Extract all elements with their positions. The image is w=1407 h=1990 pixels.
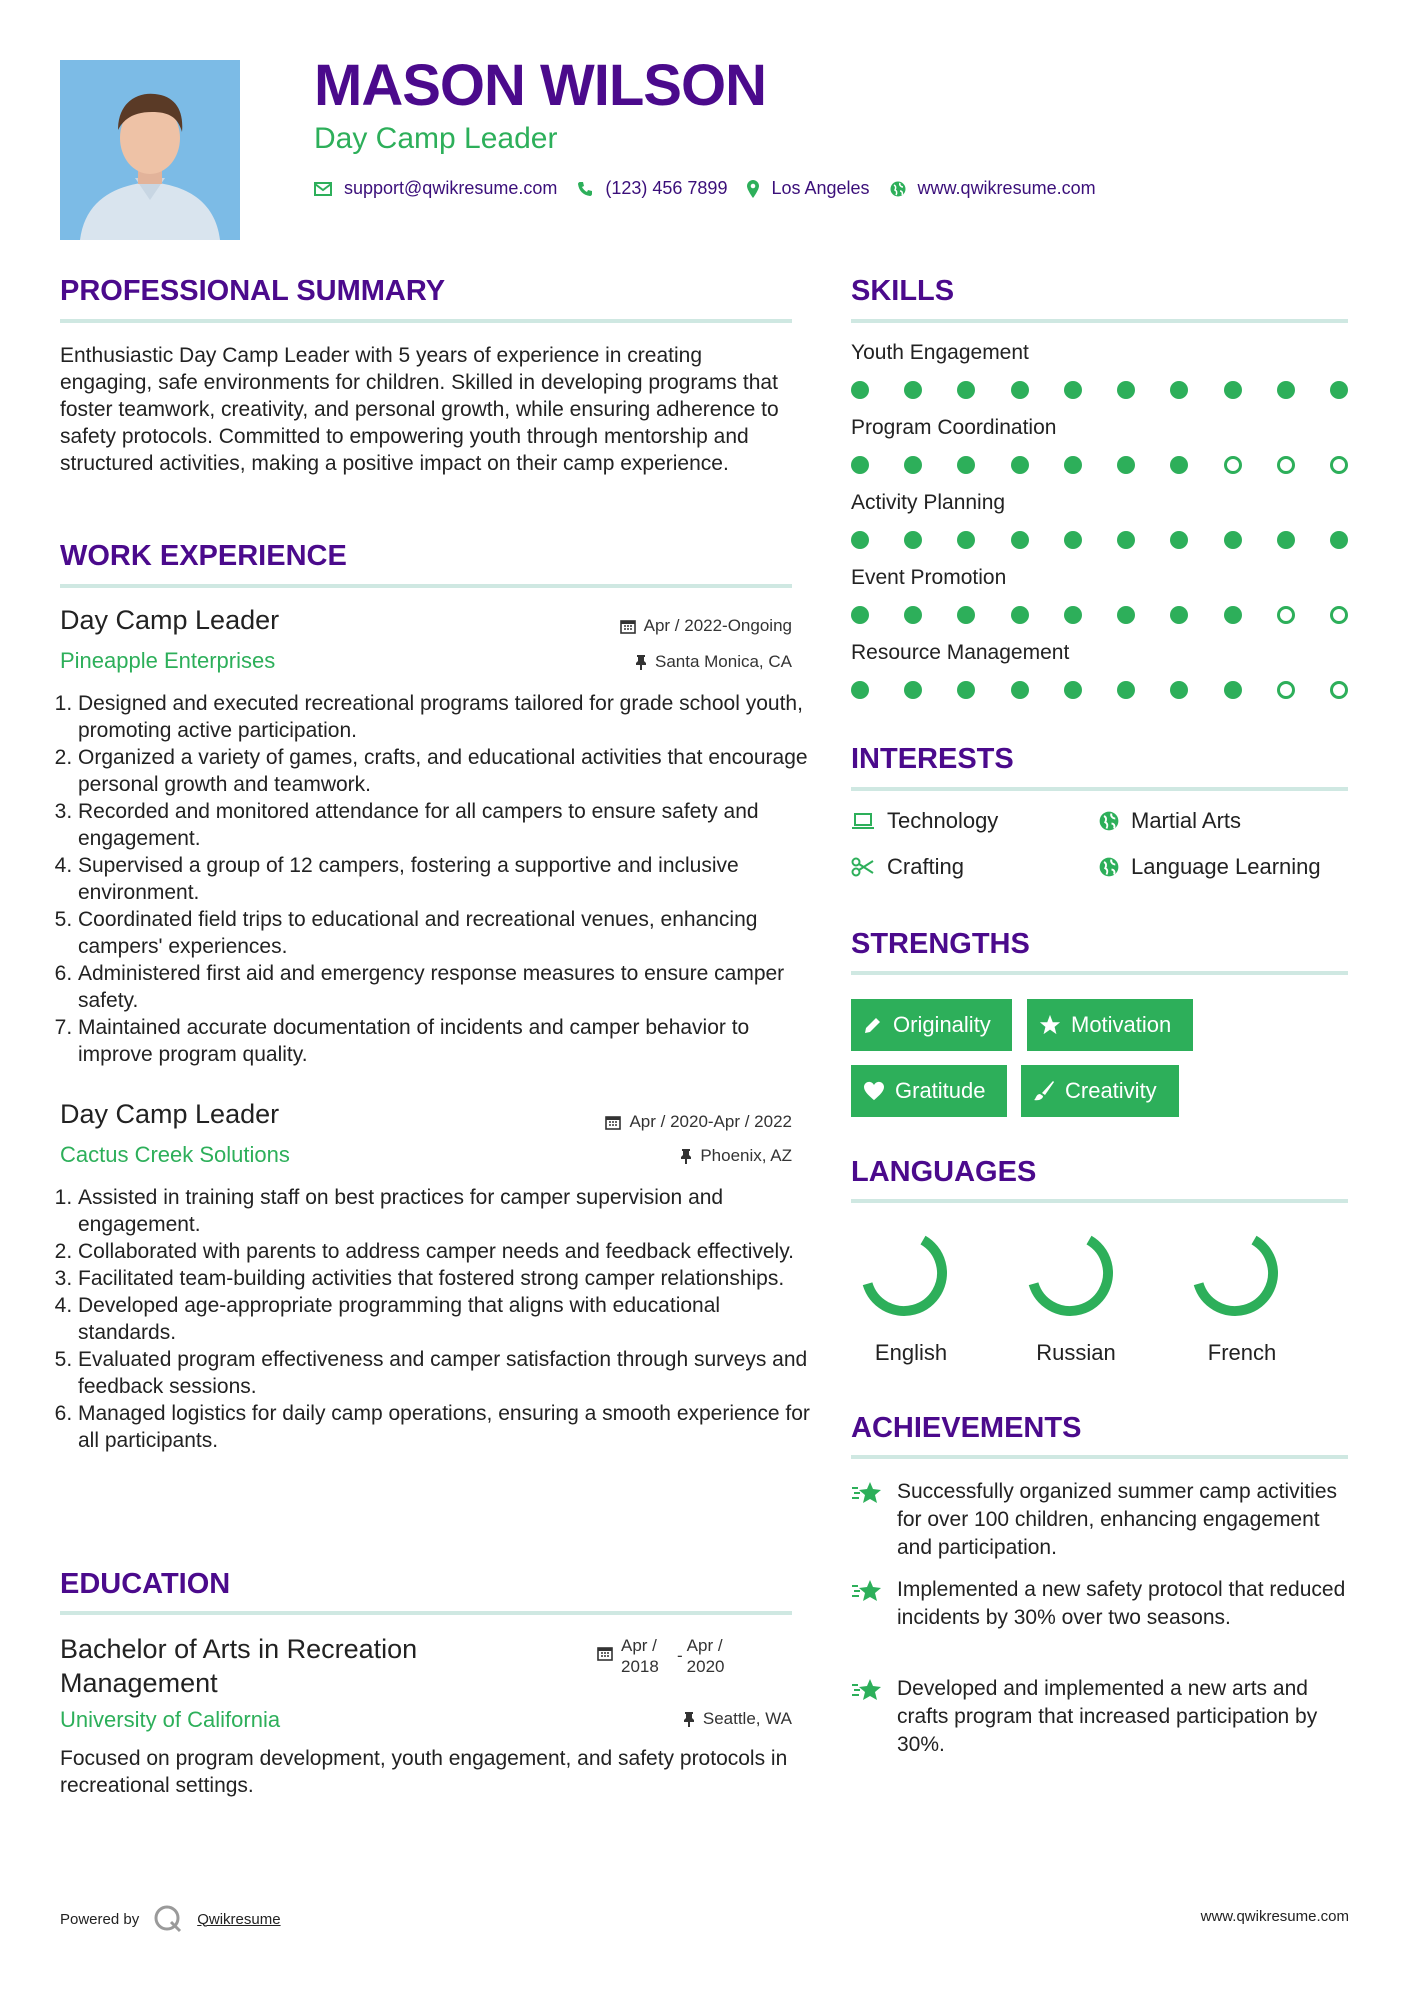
brush-icon: [1033, 1080, 1055, 1102]
language-ring: [859, 1228, 949, 1318]
experience-heading: WORK EXPERIENCE: [60, 540, 347, 572]
skill-dot-filled: [1117, 606, 1135, 624]
list-item: 5. Coordinated field trips to educational and recreational venues, enhancing campers' experiences.: [78, 906, 810, 960]
skill-dot-filled: [957, 681, 975, 699]
contact-email[interactable]: [314, 178, 557, 199]
skill-dot-filled: [1064, 606, 1082, 624]
skill-dot-filled: [1117, 381, 1135, 399]
interest-label: Technology: [887, 808, 999, 833]
strengths-divider: [851, 971, 1348, 975]
interest-item: [851, 854, 964, 880]
skill-dot-filled: [904, 381, 922, 399]
job-2-location: [392, 1146, 792, 1166]
list-item: 4. Developed age-appropriate programming that aligns with educational standards.: [78, 1292, 810, 1346]
achievement-text: Implemented a new safety protocol that reduced incidents by 30% over two seasons.: [897, 1578, 1346, 1629]
powered-by-text: Powered by: [60, 1910, 140, 1928]
list-item: 3. Facilitated team-building activities that fostered strong camper relationships.: [78, 1265, 810, 1292]
language-ring: [1190, 1228, 1280, 1318]
skill-dot-empty: [1224, 456, 1242, 474]
footer-powered-by: [60, 1904, 281, 1934]
skill-dot-filled: [1170, 681, 1188, 699]
skill-dot-filled: [1170, 456, 1188, 474]
job-2-location-text: Phoenix, AZ: [700, 1146, 792, 1165]
education-heading: EDUCATION: [60, 1568, 231, 1600]
interest-label: Martial Arts: [1131, 808, 1242, 833]
strength-label: Originality: [893, 1012, 991, 1037]
skill-dot-filled: [1277, 531, 1295, 549]
skill-dot-filled: [1224, 606, 1242, 624]
achievements-heading: ACHIEVEMENTS: [851, 1412, 1082, 1444]
skill-dot-filled: [1224, 681, 1242, 699]
website-text: www.qwikresume.com: [917, 178, 1096, 198]
language-proficiency-arc: [1190, 1228, 1280, 1318]
skill-name: Youth Engagement: [851, 341, 1029, 364]
achievement-item: [851, 1478, 1348, 1562]
skill-dot-filled: [1170, 531, 1188, 549]
contact-location: [747, 178, 869, 199]
skill-dot-filled: [851, 456, 869, 474]
globe-icon: [1099, 857, 1119, 877]
profile-photo: [60, 60, 240, 240]
interest-item: [1099, 808, 1241, 834]
contact-bar: [314, 178, 1116, 199]
list-item: 6. Managed logistics for daily camp operations, ensuring a smooth experience for all participants.: [78, 1400, 810, 1454]
skill-dot-filled: [1330, 381, 1348, 399]
summary-divider: [60, 319, 792, 323]
list-item: 5. Evaluated program effectiveness and camper satisfaction through surveys and feedback sessions.: [78, 1346, 810, 1400]
experience-divider: [60, 584, 792, 588]
list-item: 1. Assisted in training staff on best practices for camper supervision and engagement.: [78, 1184, 810, 1238]
strength-tag: [851, 999, 1012, 1051]
location-text: Los Angeles: [771, 178, 870, 198]
skill-rating: [851, 531, 1348, 549]
skill-name: Activity Planning: [851, 491, 1006, 514]
skill-dot-filled: [851, 381, 869, 399]
job-2-bullets: [60, 1184, 810, 1454]
education-divider: [60, 1611, 792, 1615]
globe-icon: [890, 181, 906, 197]
summary-heading: PROFESSIONAL SUMMARY: [60, 275, 446, 307]
skill-rating: [851, 606, 1348, 624]
interest-label: Crafting: [887, 854, 965, 879]
education-location-text: Seattle, WA: [702, 1709, 792, 1728]
calendar-icon: [620, 618, 636, 634]
skill-dot-filled: [1170, 381, 1188, 399]
map-pin-icon: [747, 180, 759, 198]
language-ring: [1025, 1228, 1115, 1318]
skill-dot-filled: [904, 681, 922, 699]
skill-name: Event Promotion: [851, 566, 1007, 589]
education-end: Apr / 2020: [686, 1636, 725, 1676]
pushpin-icon: [635, 654, 647, 670]
skill-dot-filled: [1064, 531, 1082, 549]
footer-brand-link[interactable]: Qwikresume: [197, 1910, 281, 1928]
job-1-title: Day Camp Leader: [60, 605, 280, 635]
pushpin-icon: [683, 1711, 695, 1727]
skill-dot-filled: [904, 606, 922, 624]
skill-dot-filled: [1064, 456, 1082, 474]
skill-dot-filled: [957, 456, 975, 474]
language-label: English: [874, 1340, 948, 1365]
list-item: 7. Maintained accurate documentation of incidents and camper behavior to improve program quality.: [78, 1014, 810, 1068]
skill-dot-empty: [1330, 456, 1348, 474]
skill-dot-filled: [957, 606, 975, 624]
list-item: 1. Designed and executed recreational programs tailored for grade school youth, promoting active participation.: [78, 690, 810, 744]
strength-tag: [1021, 1065, 1179, 1117]
achievement-text: Successfully organized summer camp activities for over 100 children, enhancing engagement and participation.: [897, 1480, 1337, 1559]
job-1-location-text: Santa Monica, CA: [654, 652, 792, 671]
education-degree: Bachelor of Arts in Recreation Management: [60, 1634, 418, 1698]
skill-dot-filled: [1011, 681, 1029, 699]
envelope-icon: [314, 182, 332, 196]
skill-dot-filled: [1064, 381, 1082, 399]
languages-heading: LANGUAGES: [851, 1156, 1037, 1188]
strength-label: Creativity: [1065, 1078, 1157, 1103]
list-item: 3. Recorded and monitored attendance for all campers to ensure safety and engagement.: [78, 798, 810, 852]
interest-item: [1099, 854, 1321, 880]
skill-dot-filled: [1011, 456, 1029, 474]
skill-dot-filled: [957, 381, 975, 399]
skill-dot-filled: [1117, 531, 1135, 549]
skill-dot-filled: [1117, 456, 1135, 474]
skill-dot-empty: [1277, 681, 1295, 699]
star-speed-icon: [851, 1677, 883, 1703]
skill-dot-filled: [1011, 606, 1029, 624]
skill-dot-filled: [904, 456, 922, 474]
job-2-dates: [392, 1112, 792, 1132]
laptop-icon: [851, 812, 875, 830]
footer-website[interactable]: www.qwikresume.com: [1200, 1908, 1349, 1925]
list-item: 2. Collaborated with parents to address camper needs and feedback effectively.: [78, 1238, 810, 1265]
skill-dot-filled: [851, 681, 869, 699]
skills-heading: SKILLS: [851, 275, 955, 307]
education-start: Apr / 2018: [621, 1636, 659, 1676]
job-2-dates-text: Apr / 2020-Apr / 2022: [629, 1112, 792, 1131]
job-1-dates-text: Apr / 2022-Ongoing: [643, 616, 792, 635]
pushpin-icon: [680, 1148, 692, 1164]
pencil-icon: [863, 1015, 883, 1035]
skill-rating: [851, 681, 1348, 699]
interest-label: Language Learning: [1131, 854, 1321, 879]
candidate-name: MASON WILSON: [314, 53, 766, 118]
interests-divider: [851, 787, 1348, 791]
skill-rating: [851, 381, 1348, 399]
skill-dot-filled: [1011, 381, 1029, 399]
contact-phone[interactable]: [577, 178, 727, 199]
skill-dot-filled: [1330, 531, 1348, 549]
skill-dot-filled: [1277, 381, 1295, 399]
language-proficiency-arc: [859, 1228, 949, 1318]
star-speed-icon: [851, 1578, 883, 1604]
job-2-title: Day Camp Leader: [60, 1099, 280, 1129]
achievements-divider: [851, 1455, 1348, 1459]
skill-name: Program Coordination: [851, 416, 1057, 439]
interest-item: [851, 808, 998, 834]
list-item: 4. Supervised a group of 12 campers, fostering a supportive and inclusive environment.: [78, 852, 810, 906]
email-text: support@qwikresume.com: [344, 178, 558, 198]
job-1-bullets: [60, 690, 810, 1068]
skill-dot-filled: [957, 531, 975, 549]
star-icon: [1039, 1014, 1061, 1036]
list-item: 2. Organized a variety of games, crafts, and educational activities that encourage personal growth and teamwork.: [78, 744, 810, 798]
skill-name: Resource Management: [851, 641, 1070, 664]
skill-dot-empty: [1330, 681, 1348, 699]
skill-dot-empty: [1277, 456, 1295, 474]
star-speed-icon: [851, 1480, 883, 1506]
education-school: University of California: [60, 1707, 281, 1732]
language-label: Russian: [1036, 1340, 1116, 1365]
language-proficiency-arc: [1025, 1228, 1115, 1318]
list-item: 6. Administered first aid and emergency response measures to ensure camper safety.: [78, 960, 810, 1014]
scissors-icon: [851, 857, 875, 877]
job-1-dates: [392, 616, 792, 636]
achievement-text: Developed and implemented a new arts and crafts program that increased participation by 30%.: [897, 1677, 1318, 1756]
contact-website[interactable]: [890, 178, 1096, 199]
skill-dot-filled: [1064, 681, 1082, 699]
skill-dot-filled: [1011, 531, 1029, 549]
skill-dot-filled: [904, 531, 922, 549]
education-dates: Apr / 2018 - Apr / 2020: [597, 1635, 739, 1677]
skill-dot-empty: [1330, 606, 1348, 624]
strength-label: Motivation: [1071, 1012, 1172, 1037]
skills-divider: [851, 319, 1348, 323]
skill-dot-empty: [1277, 606, 1295, 624]
phone-text: (123) 456 7899: [605, 178, 728, 198]
job-2-company: Cactus Creek Solutions: [60, 1142, 290, 1167]
globe-icon: [1099, 811, 1119, 831]
skill-dot-filled: [851, 531, 869, 549]
strength-label: Gratitude: [895, 1078, 986, 1103]
strengths-heading: STRENGTHS: [851, 928, 1030, 960]
skill-dot-filled: [1224, 531, 1242, 549]
skill-dot-filled: [1117, 681, 1135, 699]
calendar-icon: [597, 1645, 613, 1661]
language-label: French: [1207, 1340, 1277, 1365]
languages-divider: [851, 1199, 1348, 1203]
achievement-item: [851, 1576, 1348, 1632]
education-location: [392, 1709, 792, 1729]
achievement-item: [851, 1675, 1348, 1759]
summary-text: Enthusiastic Day Camp Leader with 5 years of experience in creating engaging, safe environments for children. Skilled in developing programs that foster teamwork, creativity, and personal growth, while ensuring adherence to safety protocols. Committed to empowering youth through mentorship and structured activities, making a positive impact on their camp experience.: [60, 344, 779, 475]
skill-rating: [851, 456, 1348, 474]
strength-tag: [851, 1065, 1007, 1117]
candidate-title: Day Camp Leader: [314, 122, 558, 155]
qwikresume-logo-icon: [153, 1904, 183, 1934]
skill-dot-filled: [1170, 606, 1188, 624]
job-1-location: [392, 652, 792, 672]
skill-dot-filled: [851, 606, 869, 624]
skill-dot-filled: [1224, 381, 1242, 399]
interests-heading: INTERESTS: [851, 743, 1014, 775]
heart-icon: [863, 1081, 885, 1101]
strength-tag: [1027, 999, 1193, 1051]
phone-icon: [577, 181, 593, 197]
calendar-icon: [605, 1114, 621, 1130]
education-description: Focused on program development, youth engagement, and safety protocols in recreational settings.: [60, 1747, 788, 1797]
job-1-company: Pineapple Enterprises: [60, 648, 276, 673]
